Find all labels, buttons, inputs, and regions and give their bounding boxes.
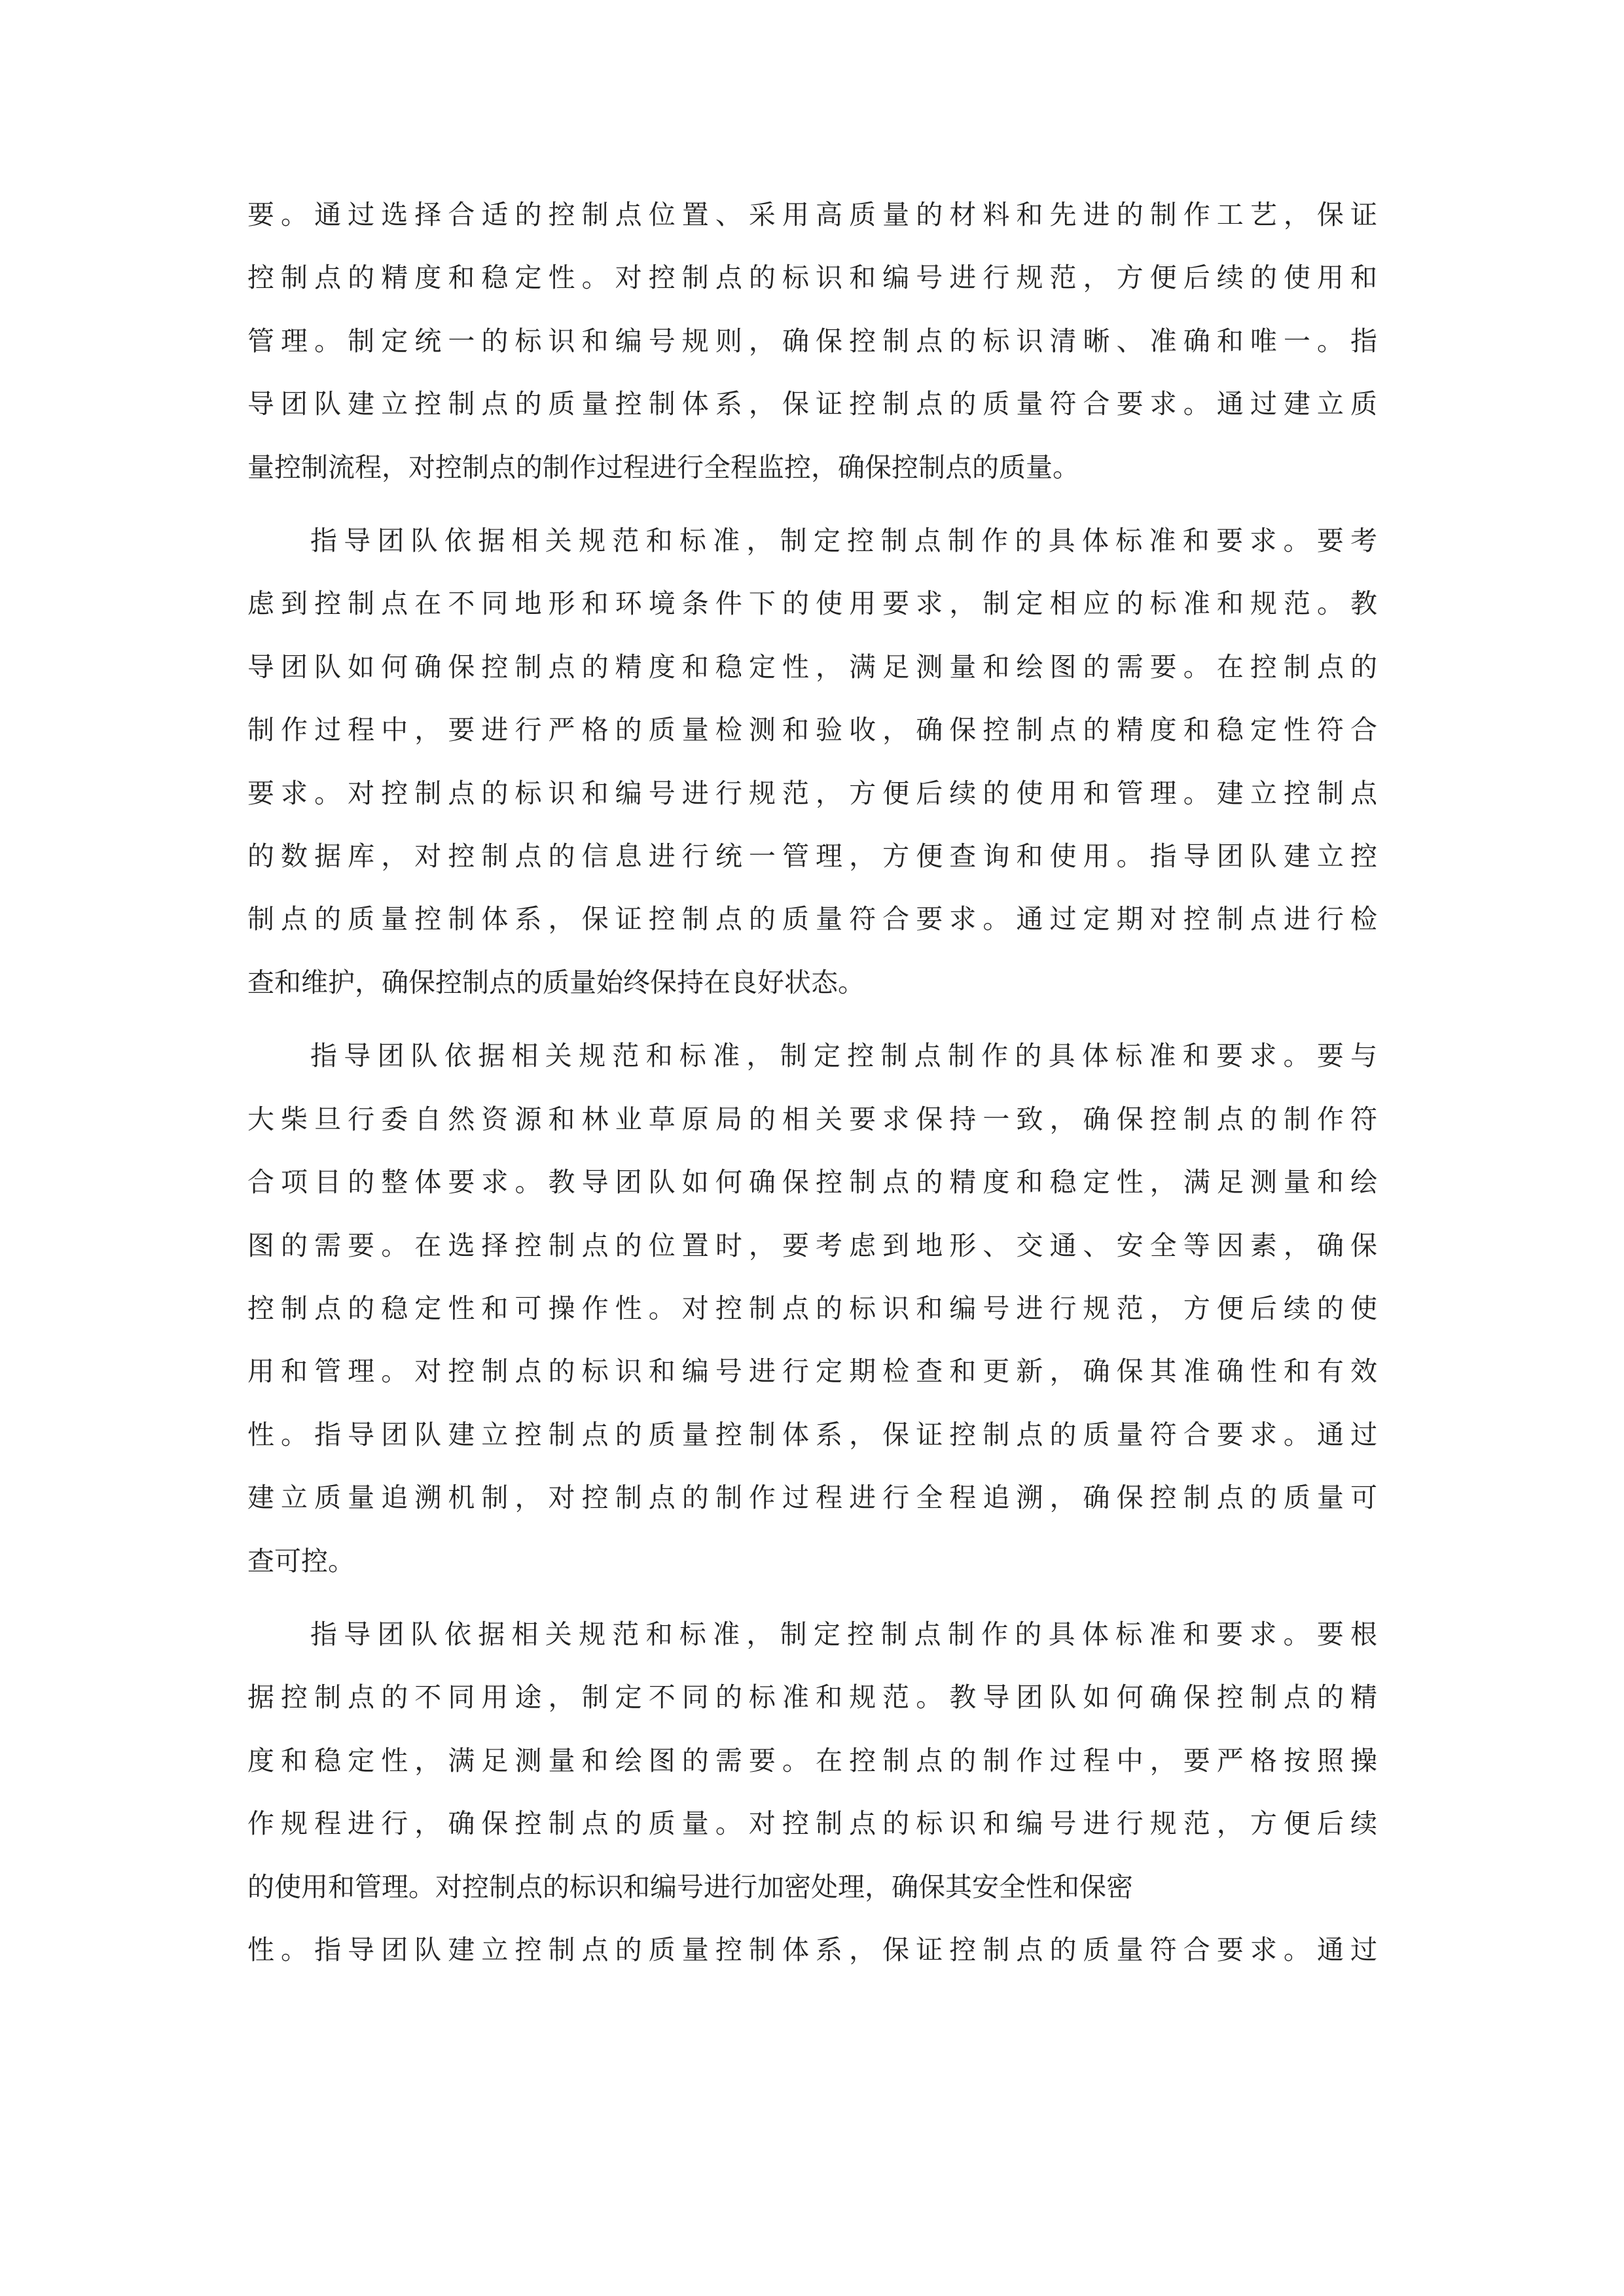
text-line: 据控制点的不同用途，制定不同的标准和规范。教导团队如何确保控制点的精: [247, 1681, 1377, 1713]
text-line: 合项目的整体要求。教导团队如何确保控制点的精度和稳定性，满足测量和绘: [247, 1166, 1377, 1198]
text-line: 导团队建立控制点的质量控制体系，保证控制点的质量符合要求。通过建立质: [247, 388, 1377, 420]
text-line: 的数据库，对控制点的信息进行统一管理，方便查询和使用。指导团队建立控: [247, 840, 1377, 872]
paragraph-4: [247, 1603, 1377, 1981]
text-line: 图的需要。在选择控制点的位置时，要考虑到地形、交通、安全等因素，确保: [247, 1229, 1377, 1261]
text-line: 控制点的精度和稳定性。对控制点的标识和编号进行规范，方便后续的使用和: [247, 262, 1377, 294]
text-line: 建立质量追溯机制，对控制点的制作过程进行全程追溯，确保控制点的质量可: [247, 1482, 1377, 1514]
text-line: 指导团队依据相关规范和标准，制定控制点制作的具体标准和要求。要考: [310, 525, 1377, 557]
text-line: 指导团队依据相关规范和标准，制定控制点制作的具体标准和要求。要根: [310, 1618, 1377, 1650]
body-text: [247, 183, 1377, 1992]
text-line: 的使用和管理。对控制点的标识和编号进行加密处理，确保其安全性和保密: [247, 1871, 1133, 1903]
text-line: 制点的质量控制体系，保证控制点的质量符合要求。通过定期对控制点进行检: [247, 903, 1377, 935]
text-line: 量控制流程，对控制点的制作过程进行全程监控，确保控制点的质量。: [247, 451, 1079, 483]
paragraph-3: [247, 1024, 1377, 1592]
text-line: 虑到控制点在不同地形和环境条件下的使用要求，制定相应的标准和规范。教: [247, 588, 1377, 620]
text-line: 控制点的稳定性和可操作性。对控制点的标识和编号进行规范，方便后续的使: [247, 1292, 1377, 1324]
paragraph-2: [247, 509, 1377, 1014]
text-line: 指导团队依据相关规范和标准，制定控制点制作的具体标准和要求。要与: [310, 1040, 1377, 1072]
text-line: 要求。对控制点的标识和编号进行规范，方便后续的使用和管理。建立控制点: [247, 777, 1377, 809]
text-line: 查和维护，确保控制点的质量始终保持在良好状态。: [247, 966, 865, 998]
text-line: 导团队如何确保控制点的精度和稳定性，满足测量和绘图的需要。在控制点的: [247, 651, 1377, 683]
text-line: 性。指导团队建立控制点的质量控制体系，保证控制点的质量符合要求。通过: [247, 1933, 1377, 1965]
text-line: 查可控。: [247, 1545, 355, 1577]
text-line: 大柴旦行委自然资源和林业草原局的相关要求保持一致，确保控制点的制作符: [247, 1103, 1377, 1135]
text-line: 用和管理。对控制点的标识和编号进行定期检查和更新，确保其准确性和有效: [247, 1355, 1377, 1388]
text-line: 性。指导团队建立控制点的质量控制体系，保证控制点的质量符合要求。通过: [247, 1418, 1377, 1450]
text-line: 作规程进行，确保控制点的质量。对控制点的标识和编号进行规范，方便后续: [247, 1808, 1377, 1840]
text-line: 制作过程中，要进行严格的质量检测和验收，确保控制点的精度和稳定性符合: [247, 714, 1377, 746]
text-line: 管理。制定统一的标识和编号规则，确保控制点的标识清晰、准确和唯一。指: [247, 325, 1377, 357]
text-line: 要。通过选择合适的控制点位置、采用高质量的材料和先进的制作工艺，保证: [247, 199, 1377, 230]
paragraph-1: [247, 183, 1377, 499]
text-line: 度和稳定性，满足测量和绘图的需要。在控制点的制作过程中，要严格按照操: [247, 1744, 1377, 1776]
